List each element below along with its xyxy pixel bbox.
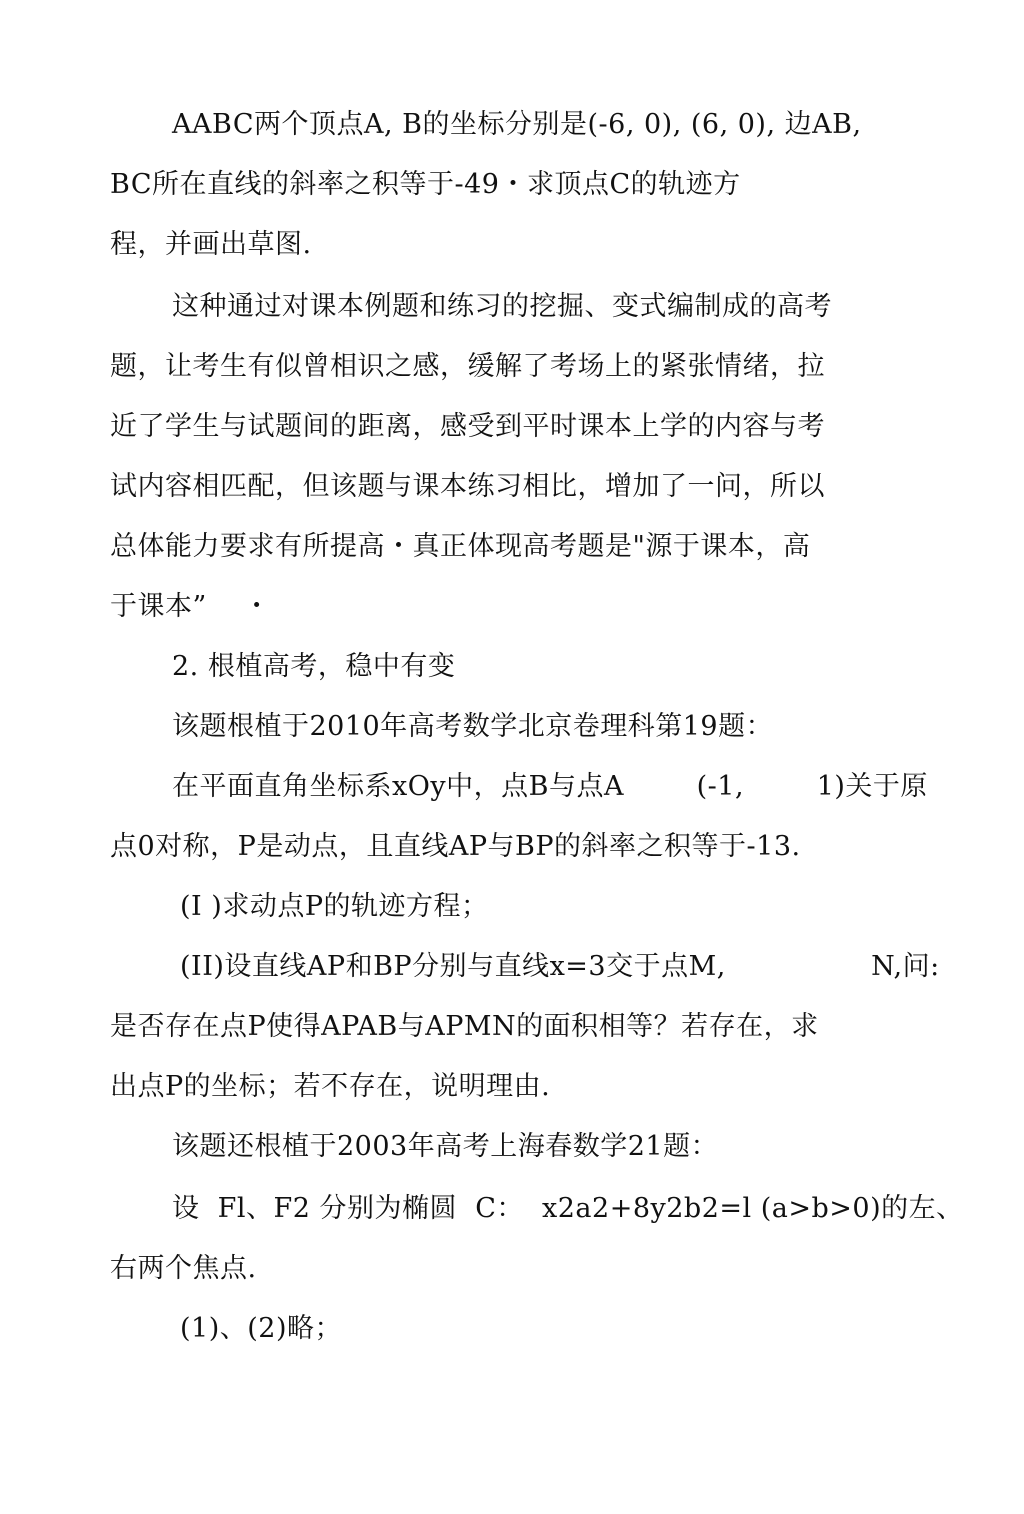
paragraph-2-line-4: 试内容相匹配，但该题与课本练习相比，增加了一问，所以 [110,471,825,502]
paragraph-2-line-1: 这种通过对课本例题和练习的挖掘、变式编制成的高考 [172,291,832,322]
paragraph-2-line-3: 近了学生与试题间的距离，感受到平时课本上学的内容与考 [110,411,825,442]
question-2-line-2: 是否存在点P使得APAB与APMN的面积相等？若存在，求 [110,1011,819,1042]
question-3: (1)、(2)略； [180,1313,342,1344]
question-1: (I )求动点P的轨迹方程； [180,891,489,922]
paragraph-5: 该题还根植于2003年高考上海春数学21题： [172,1131,719,1162]
paragraph-1-line-1: AABC两个顶点A, B的坐标分别是(-6, 0), (6, 0), 边AB, [172,109,862,140]
paragraph-2-line-6: 于课本” ・ [110,591,271,622]
paragraph-4-line-2: 点0对称，P是动点，且直线AP与BP的斜率之积等于-13. [110,831,801,862]
paragraph-4-line-1: 在平面直角坐标系xOy中，点B与点A (-1, 1)关于原 [172,771,928,802]
paragraph-6-line-1: 设 Fl、F2 分别为椭圆 C： x2a2+8y2b2=l (a>b>0)的左、 [172,1193,964,1224]
paragraph-1-line-3: 程，并画出草图. [110,229,312,260]
paragraph-2-line-2: 题，让考生有似曾相识之感，缓解了考场上的紧张情绪，拉 [110,351,825,382]
paragraph-6-line-2: 右两个焦点. [110,1253,257,1284]
section-heading-2: 2. 根植高考，稳中有变 [172,651,456,682]
question-2-line-1: (II)设直线AP和BP分别与直线x=3交于点M, N,问: [180,951,940,982]
paragraph-2-line-5: 总体能力要求有所提高・真正体现高考题是"源于课本，高 [110,531,811,562]
paragraph-3: 该题根植于2010年高考数学北京卷理科第19题： [172,711,774,742]
question-2-line-3: 出点P的坐标；若不存在，说明理由. [110,1071,551,1102]
paragraph-1-line-2: BC所在直线的斜率之积等于-49・求顶点C的轨迹方 [110,169,741,200]
